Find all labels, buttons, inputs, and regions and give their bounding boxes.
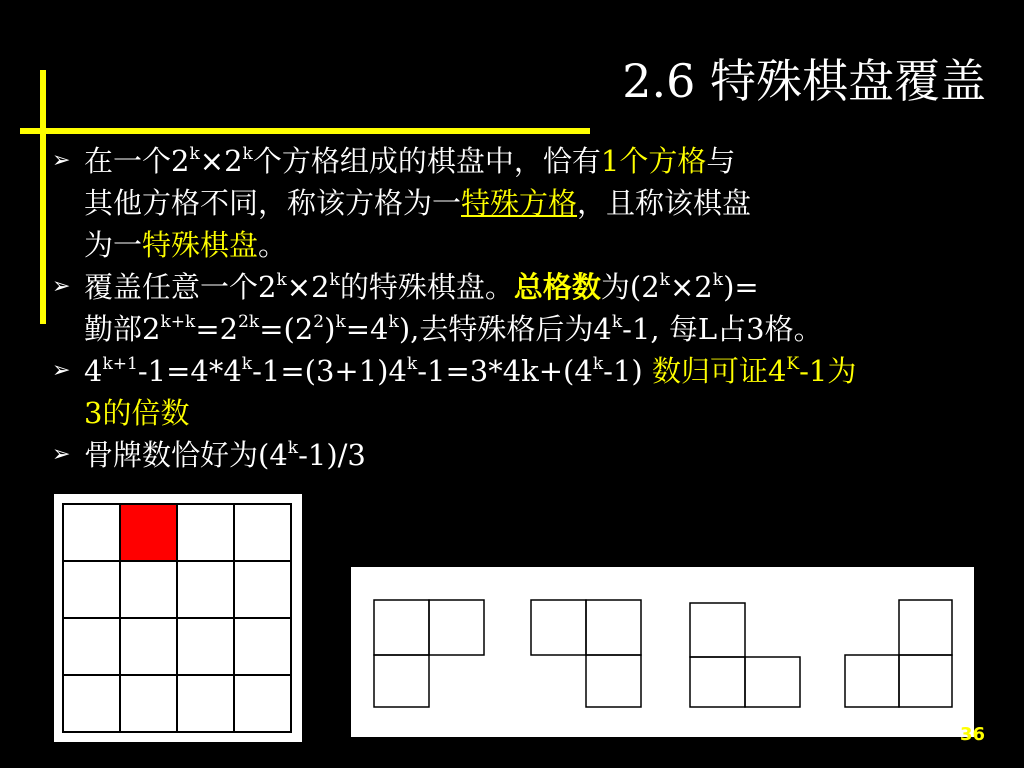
l-tromino-figure (351, 567, 974, 737)
text: 去特殊格后为 (419, 312, 594, 346)
superscript: k (406, 354, 418, 374)
text: 2 (311, 270, 330, 304)
text: 占 (717, 312, 747, 346)
superscript: k (287, 438, 299, 458)
l-tromino-2 (531, 600, 641, 707)
board-cell (120, 675, 177, 732)
superscript: k (659, 270, 670, 290)
superscript: k (335, 312, 346, 332)
superscript: k (712, 270, 724, 290)
text: 2 (171, 144, 190, 178)
highlight: 个方格 (619, 144, 707, 178)
chessboard-grid (54, 494, 302, 742)
text: 2 (224, 144, 243, 178)
superscript: 2k (238, 312, 260, 332)
slide-title (622, 46, 986, 116)
highlight: 的倍数 (102, 396, 190, 430)
decorative-vertical-line (40, 70, 46, 324)
board-cell (63, 618, 120, 675)
board-cell (177, 618, 234, 675)
superscript: 2 (313, 312, 325, 332)
text: -1) (603, 354, 652, 388)
highlight: 3 (84, 396, 103, 430)
text: -1=4*4 (137, 354, 242, 388)
text: -1=3*4k+(4 (417, 354, 593, 388)
title-number: 2.6 (622, 54, 696, 108)
bullet-total-cells (52, 266, 1002, 350)
text: 在一个 (84, 144, 172, 178)
board-cell (177, 504, 234, 561)
board-cell (63, 504, 120, 561)
special-board-term: 特殊棋盘 (142, 228, 259, 262)
l-tromino-3 (690, 603, 800, 707)
board-cell (63, 675, 120, 732)
l-tromino-shapes (351, 567, 974, 737)
text: 个方格组成的棋盘中，恰有 (252, 144, 601, 178)
board-cell (234, 504, 291, 561)
l-tromino-4 (845, 600, 952, 707)
text: × (286, 270, 312, 304)
bullet-domino-count (52, 434, 1002, 476)
text: 每 (668, 312, 698, 346)
highlight: 为 (827, 354, 857, 388)
text: 的特殊棋盘。 (339, 270, 514, 304)
superscript: k (241, 354, 253, 374)
superscript: k (388, 312, 399, 332)
board-cell (63, 561, 120, 618)
text: 。 (258, 228, 288, 262)
superscript: k (329, 270, 340, 290)
text: 2 (142, 312, 161, 346)
text: × (199, 144, 225, 178)
text: ), (398, 312, 420, 346)
highlight: 4 (767, 354, 787, 388)
superscript: k (242, 144, 253, 164)
text: × (669, 270, 695, 304)
superscript: k+1 (102, 354, 138, 374)
board-cell (177, 675, 234, 732)
text: =4 (345, 312, 389, 346)
board-cell (120, 561, 177, 618)
text: 覆盖任意一个 (84, 270, 259, 304)
superscript: k (189, 144, 200, 164)
page-number: 36 (960, 724, 986, 745)
total-cells-term: 总格数 (513, 270, 601, 304)
board-cell (177, 561, 234, 618)
text: L (697, 312, 718, 346)
text: 勤部 (84, 312, 143, 346)
chessboard-figure (54, 494, 302, 742)
superscript: k (611, 312, 623, 332)
title-text: 特殊棋盘覆盖 (710, 54, 986, 108)
decorative-horizontal-line (20, 128, 590, 134)
text: 为一 (84, 228, 143, 262)
special-square-term: 特殊方格 (461, 186, 578, 220)
text: 其他方格不同，称该方格为一 (84, 186, 462, 220)
text: 与 (706, 144, 736, 178)
highlight: -1 (799, 354, 828, 388)
bullet-special-square (52, 140, 1002, 266)
highlight: 数归可证 (651, 354, 768, 388)
text: 3 (746, 312, 765, 346)
superscript: K (786, 354, 800, 374)
superscript: k (276, 270, 287, 290)
board-cell (234, 618, 291, 675)
bullet-list (52, 140, 1002, 476)
text: 2 (258, 270, 277, 304)
board-cell (120, 618, 177, 675)
text: -1=(3+1)4 (252, 354, 407, 388)
text: =2 (195, 312, 239, 346)
l-tromino-1 (374, 600, 484, 707)
highlight: 1 (600, 144, 620, 178)
board-cell (234, 675, 291, 732)
text: 为 (600, 270, 630, 304)
text: 格。 (764, 312, 823, 346)
text: (2 (629, 270, 660, 304)
text: 骨牌数恰好为 (84, 438, 259, 472)
text: ) (324, 312, 336, 346)
superscript: k+k (160, 312, 196, 332)
text: 4 (593, 312, 612, 346)
special-cell (120, 504, 177, 561)
text: -1)/3 (298, 438, 366, 472)
text: =(2 (259, 312, 314, 346)
text: -1, (622, 312, 669, 346)
board-cell (234, 561, 291, 618)
bullet-induction-proof (52, 350, 1002, 434)
text: )= (723, 270, 759, 304)
text: 2 (694, 270, 713, 304)
text: ，且称该棋盘 (577, 186, 752, 220)
superscript: k (592, 354, 604, 374)
text: (4 (258, 438, 288, 472)
text: 4 (84, 354, 103, 388)
